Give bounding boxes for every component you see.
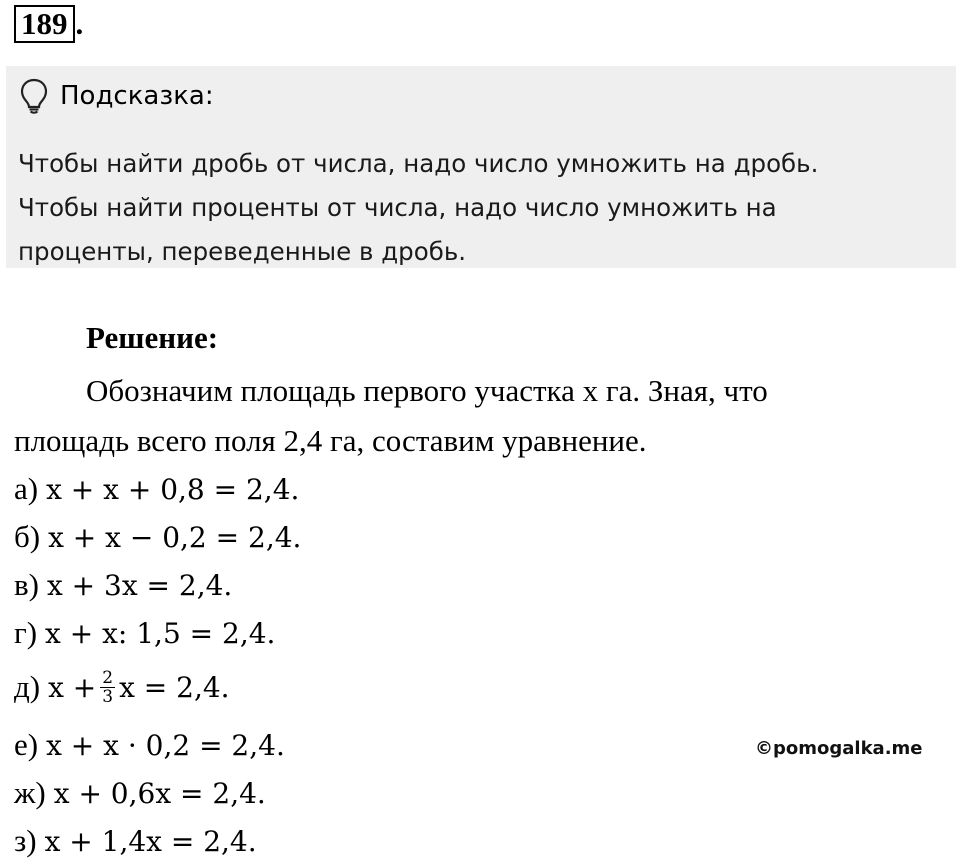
hint-title: Подсказка: (60, 81, 214, 111)
solution-line: площадь всего поля 2,4 га, составим уравнение. (14, 423, 647, 458)
fraction (100, 669, 115, 706)
solution-intro (14, 366, 914, 466)
equation-part: x = 2,4. (119, 670, 230, 704)
equation-a (14, 464, 299, 514)
equation-expression: x + 3x = 2,4. (46, 568, 233, 602)
hint-line: проценты, переведенные в дробь. (18, 237, 467, 266)
task-number-box: 189 (14, 5, 75, 43)
hint-text (18, 142, 948, 274)
hint-header (20, 76, 214, 116)
equation-b (14, 512, 301, 562)
equation-d (14, 662, 230, 712)
equation-expression: x + x · 0,2 = 2,4. (46, 728, 285, 762)
equation-zh (14, 768, 266, 818)
watermark: ©pomogalka.me (755, 738, 923, 759)
equation-expression: x + 1,4x = 2,4. (44, 824, 257, 858)
equation-label: б) (14, 519, 41, 554)
equation-label: д) (14, 669, 41, 704)
equation-expression: x + x: 1,5 = 2,4. (45, 616, 276, 650)
equation-expression: x + x − 0,2 = 2,4. (48, 520, 302, 554)
hint-line: Чтобы найти проценты от числа, надо число умножить на (18, 193, 777, 222)
equation-label: ж) (14, 775, 46, 810)
task-number (14, 5, 83, 43)
equation-label: в) (14, 567, 39, 602)
equation-label: з) (14, 823, 37, 858)
equation-expression (48, 669, 229, 706)
equation-part: x + (48, 670, 97, 704)
solution-line: Обозначим площадь первого участка x га. Зная, что (86, 373, 768, 408)
equation-label: е) (14, 727, 39, 762)
hint-panel (6, 66, 956, 268)
equation-label: г) (14, 615, 38, 650)
fraction-denominator: 3 (102, 686, 114, 707)
task-number-dot: . (75, 6, 84, 41)
lightbulb-icon (20, 78, 48, 114)
solution-title: Решение: (86, 320, 219, 355)
equation-expression: x + x + 0,8 = 2,4. (46, 472, 300, 506)
equation-v (14, 560, 232, 610)
equation-e (14, 720, 285, 770)
equation-label: а) (14, 471, 39, 506)
fraction-numerator: 2 (102, 667, 114, 688)
hint-line: Чтобы найти дробь от числа, надо число умножить на дробь. (18, 149, 819, 178)
equation-expression: x + 0,6x = 2,4. (53, 776, 266, 810)
equation-g (14, 608, 275, 658)
equation-z (14, 816, 257, 866)
